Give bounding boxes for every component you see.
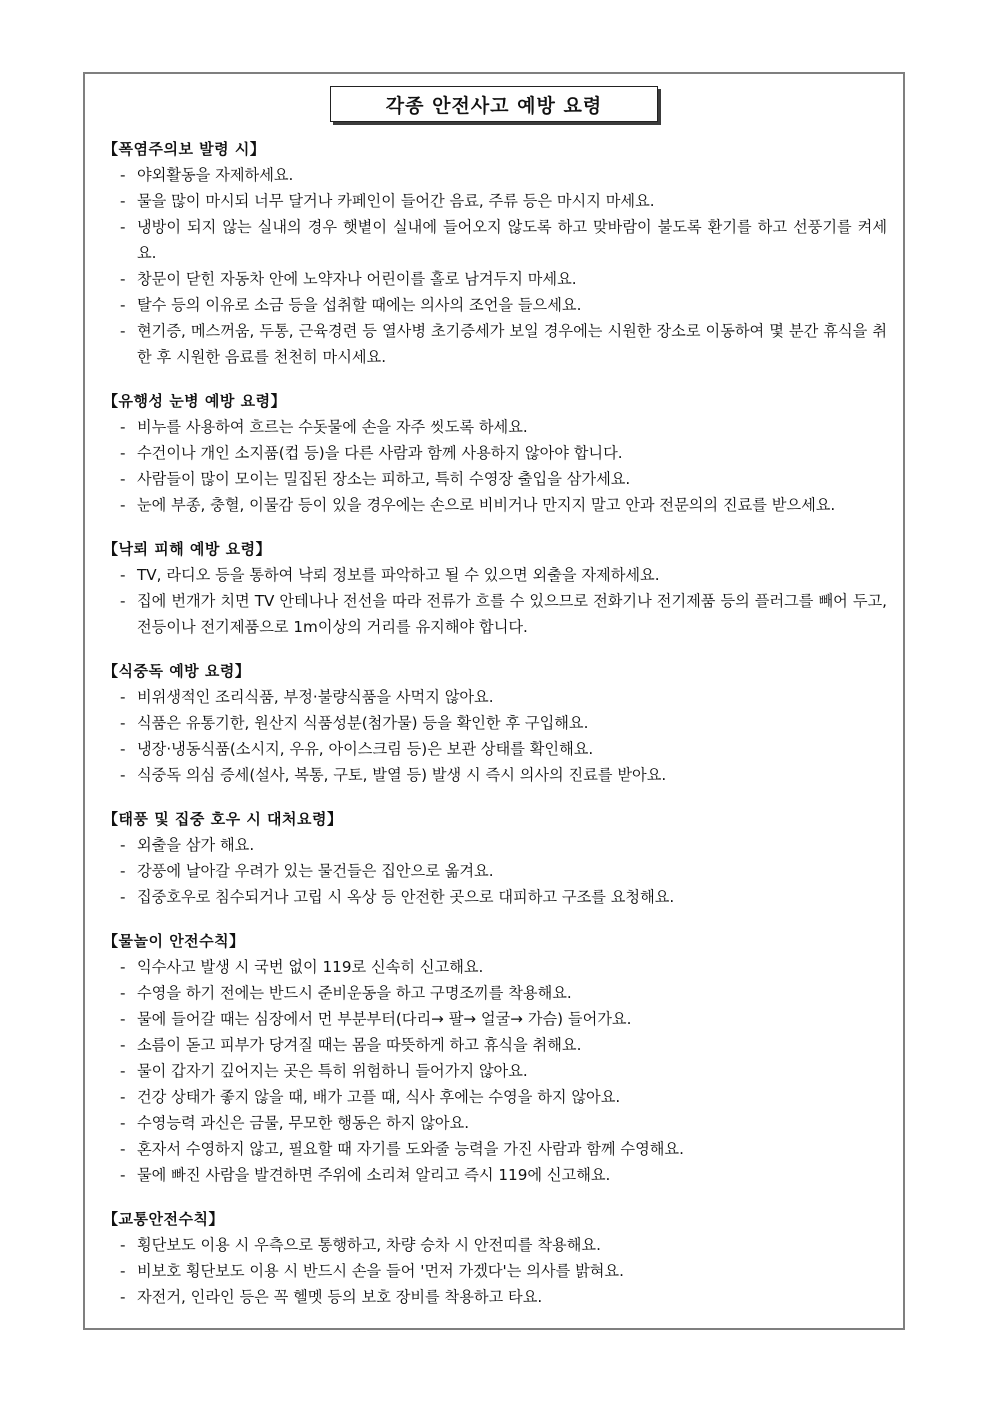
list-item: - 눈에 부종, 충혈, 이물감 등이 있을 경우에는 손으로 비비거나 만지지 말고 안과 전문의의 진료를 받으세요.	[103, 492, 887, 518]
section	[103, 388, 887, 518]
list-item: - 건강 상태가 좋지 않을 때, 배가 고플 때, 식사 후에는 수영을 하지 않아요.	[103, 1084, 887, 1110]
section-heading: 【식중독 예방 요령】	[103, 662, 251, 680]
section-heading: 【태풍 및 집중 호우 시 대처요령】	[103, 810, 343, 828]
list-item: - 야외활동을 자제하세요.	[103, 162, 887, 188]
list-item: - 수영을 하기 전에는 반드시 준비운동을 하고 구명조끼를 착용해요.	[103, 980, 887, 1006]
content	[103, 136, 887, 1328]
item-list	[103, 162, 887, 370]
list-item: - 비보호 횡단보도 이용 시 반드시 손을 들어 '먼저 가겠다'는 의사를 밝혀요.	[103, 1258, 887, 1284]
section	[103, 136, 887, 370]
list-item: - 강풍에 날아갈 우려가 있는 물건들은 집안으로 옮겨요.	[103, 858, 887, 884]
list-item: - 수영능력 과신은 금물, 무모한 행동은 하지 않아요.	[103, 1110, 887, 1136]
section-heading: 【유행성 눈병 예방 요령】	[103, 392, 287, 410]
list-item: - 횡단보도 이용 시 우측으로 통행하고, 차량 승차 시 안전띠를 착용해요.	[103, 1232, 887, 1258]
item-list	[103, 954, 887, 1188]
list-item: - 물에 빠진 사람을 발견하면 주위에 소리쳐 알리고 즉시 119에 신고해요.	[103, 1162, 887, 1188]
section-heading: 【폭염주의보 발령 시】	[103, 140, 266, 158]
section	[103, 1206, 887, 1310]
list-item: - 소름이 돋고 피부가 당겨질 때는 몸을 따뜻하게 하고 휴식을 취해요.	[103, 1032, 887, 1058]
section	[103, 806, 887, 910]
item-list	[103, 684, 887, 788]
list-item: - 비누를 사용하여 흐르는 수돗물에 손을 자주 씻도록 하세요.	[103, 414, 887, 440]
list-item: - 혼자서 수영하지 않고, 필요할 때 자기를 도와줄 능력을 가진 사람과 함께 수영해요.	[103, 1136, 887, 1162]
list-item: - 물을 많이 마시되 너무 달거나 카페인이 들어간 음료, 주류 등은 마시지 마세요.	[103, 188, 887, 214]
list-item: - 창문이 닫힌 자동차 안에 노약자나 어린이를 홀로 남겨두지 마세요.	[103, 266, 887, 292]
list-item: - 익수사고 발생 시 국번 없이 119로 신속히 신고해요.	[103, 954, 887, 980]
list-item: - 집에 번개가 치면 TV 안테나나 전선을 따라 전류가 흐를 수 있으므로 전화기나 전기제품 등의 플러그를 빼어 두고, 전등이나 전기제품으로 1m이상의 거리를 유지해야 합니다.	[103, 588, 887, 640]
list-item: - 냉장·냉동식품(소시지, 우유, 아이스크림 등)은 보관 상태를 확인해요.	[103, 736, 887, 762]
section-heading: 【낙뢰 피해 예방 요령】	[103, 540, 272, 558]
page-title: 각종 안전사고 예방 요령	[330, 86, 658, 122]
list-item: - 물에 들어갈 때는 심장에서 먼 부분부터(다리→ 팔→ 얼굴→ 가슴) 들어가요.	[103, 1006, 887, 1032]
list-item: - 냉방이 되지 않는 실내의 경우 햇볕이 실내에 들어오지 않도록 하고 맞바람이 불도록 환기를 하고 선풍기를 켜세요.	[103, 214, 887, 266]
list-item: - 탈수 등의 이유로 소금 등을 섭취할 때에는 의사의 조언을 들으세요.	[103, 292, 887, 318]
section-heading: 【교통안전수칙】	[103, 1210, 224, 1228]
list-item: - 외출을 삼가 해요.	[103, 832, 887, 858]
list-item: - 수건이나 개인 소지품(컵 등)을 다른 사람과 함께 사용하지 않아야 합니다.	[103, 440, 887, 466]
item-list	[103, 414, 887, 518]
item-list	[103, 832, 887, 910]
list-item: - 식품은 유통기한, 원산지 식품성분(첨가물) 등을 확인한 후 구입해요.	[103, 710, 887, 736]
list-item: - 물이 갑자기 깊어지는 곳은 특히 위험하니 들어가지 않아요.	[103, 1058, 887, 1084]
item-list	[103, 562, 887, 640]
list-item: - 비위생적인 조리식품, 부정·불량식품을 사먹지 않아요.	[103, 684, 887, 710]
section	[103, 928, 887, 1188]
list-item: - TV, 라디오 등을 통하여 낙뢰 정보를 파악하고 될 수 있으면 외출을 자제하세요.	[103, 562, 887, 588]
list-item: - 자전거, 인라인 등은 꼭 헬멧 등의 보호 장비를 착용하고 타요.	[103, 1284, 887, 1310]
list-item: - 현기증, 메스꺼움, 두통, 근육경련 등 열사병 초기증세가 보일 경우에는 시원한 장소로 이동하여 몇 분간 휴식을 취한 후 시원한 음료를 천천히 마시세요.	[103, 318, 887, 370]
section	[103, 658, 887, 788]
list-item: - 집중호우로 침수되거나 고립 시 옥상 등 안전한 곳으로 대피하고 구조를 요청해요.	[103, 884, 887, 910]
section	[103, 536, 887, 640]
document-frame	[83, 72, 905, 1330]
list-item: - 식중독 의심 증세(설사, 복통, 구토, 발열 등) 발생 시 즉시 의사의 진료를 받아요.	[103, 762, 887, 788]
item-list	[103, 1232, 887, 1310]
section-heading: 【물놀이 안전수칙】	[103, 932, 245, 950]
list-item: - 사람들이 많이 모이는 밀집된 장소는 피하고, 특히 수영장 출입을 삼가세요.	[103, 466, 887, 492]
